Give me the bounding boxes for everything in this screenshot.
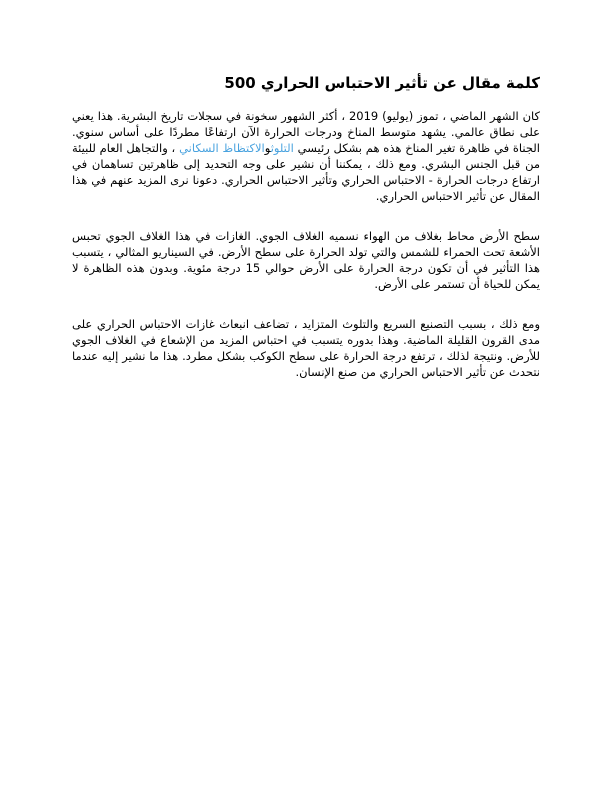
paragraph-text: كان الشهر الماضي ، تموز (يوليو) 2019 ، أكثر الشهور سخونة في سجلات تاريخ البشرية. هذا يعني على نطاق عالمي. يشهد متوسط المناخ ودرجات الحرارة الآن ارتفاعًا مطردًا على أساس سنوي. الجناة في ظاهرة تغير المناخ هذه هم بشكل رئيسي (72, 109, 541, 155)
link-pollution[interactable]: التلوث (270, 141, 294, 155)
paragraph-2: سطح الأرض محاط بغلاف من الهواء نسميه الغلاف الجوي. الغازات في هذا الغلاف الجوي تحبس الأشعة تحت الحمراء للشمس والتي تولد الحرارة على سطح الأرض. في السيناريو المثالي ، يتسبب هذا التأثير في أن تكون درجة الحرارة على الأرض حوالي 15 درجة مئوية. وبدون هذه الظاهرة لا يمكن للحياة أن تستمر على الأرض. (72, 229, 540, 291)
paragraph-3: ومع ذلك ، بسبب التصنيع السريع والتلوث المتزايد ، تضاعف انبعاث غازات الاحتباس الحراري على مدى القرون القليلة الماضية. وهذا بدوره يتسبب في احتباس المزيد من الإشعاع في الغلاف الجوي للأرض. ونتيجة لذلك ، ترتفع درجة الحرارة على سطح الكوكب بشكل مطرد. هذا ما نشير إليه عندما نتحدث عن تأثير الاحتباس الحراري من صنع الإنسان. (72, 317, 540, 379)
link-overpopulation[interactable]: الاكتظاظ السكاني (179, 141, 265, 155)
document-title: كلمة مقال عن تأثير الاحتباس الحراري 500 (224, 74, 540, 92)
document-page (72, 72, 540, 404)
paragraph-text: و (264, 141, 271, 155)
paragraph-text: ، والتجاهل العام للبيئة من قبل الجنس البشري. ومع ذلك ، يمكننا أن نشير على وجه التحديد إلى ظاهرتين تساهمان في ارتفاع درجات الحرارة - الاحتباس الحراري وتأثير الاحتباس الحراري. دعونا نرى المزيد عنهم في هذا المقال عن تأثير الاحتباس الحراري. (72, 141, 540, 203)
paragraph-1 (72, 108, 540, 204)
